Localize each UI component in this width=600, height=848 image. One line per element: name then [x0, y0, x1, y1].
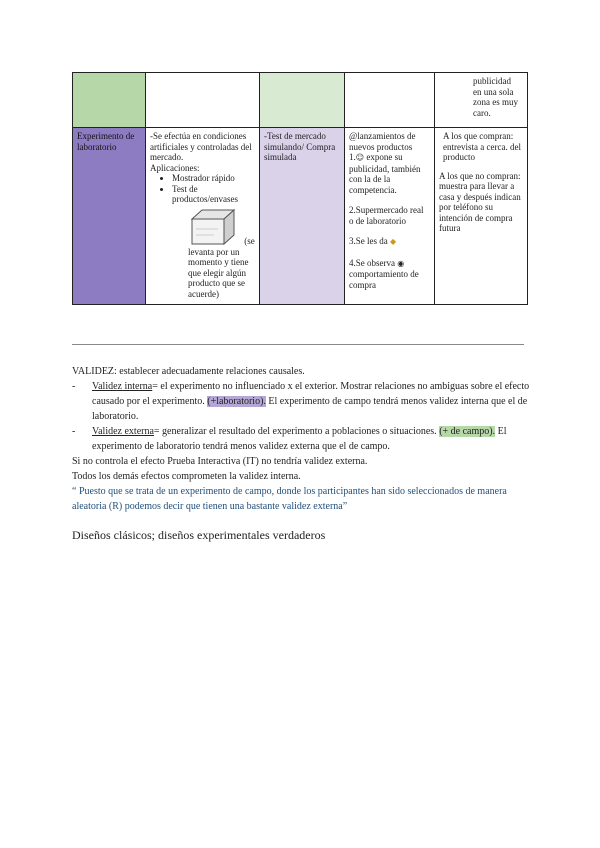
cell-test-mercado-simulado: [260, 128, 345, 305]
step-2: 2.Supermercado real o de laboratorio: [349, 205, 424, 226]
step-4: 4.Se observa ◉ comportamiento de compra: [349, 257, 419, 290]
quote: “ Puesto que se trata de un experimento de campo, donde los participantes han sido seleccionados de manera aleatoria (R) podemos decir que tienen una bastante validez externa”: [72, 486, 507, 512]
eye-icon: ◉: [397, 258, 405, 268]
comparison-table: [72, 72, 528, 305]
cell-laboratorio-description: [146, 128, 260, 305]
table-row: [73, 128, 528, 305]
image-caption-start: (se: [244, 236, 255, 246]
todos-line: Todos los demás efectos comprometen la validez interna.: [72, 471, 301, 482]
row-label: Experimento de laboratorio: [77, 131, 135, 152]
table-row: [73, 73, 528, 128]
validez-intro: VALIDEZ: establecer adecuadamente relaciones causales.: [72, 366, 305, 377]
step-3: 3.Se les da ◆: [349, 236, 397, 246]
section-heading: Diseños clásicos; diseños experimentales verdaderos: [72, 528, 326, 542]
cell-row1-col1: [73, 73, 146, 128]
no-compran-text: A los que no compran: muestra para llevar a casa y después indican por teléfono su intención de compra futura: [439, 170, 521, 233]
highlight-laboratorio: (+laboratorio).: [207, 396, 266, 407]
list-item: - Validez interna= el experimento no influenciado x el exterior. Mostrar relaciones no ambiguas sobre el efecto causado por el experimento. (+laboratorio). El experimento de campo tendrá menos validez interna que el de laboratorio.: [72, 381, 530, 422]
product-box-image: [188, 207, 238, 247]
cell-procedimiento: [345, 128, 435, 305]
cell-text: publicidad en una sola zona es muy caro.: [473, 76, 518, 118]
cell-row1-col4: [345, 73, 435, 128]
list-item: - Validez externa= generalizar el resultado del experimento a poblaciones o situaciones. (+ de campo). El experimento de laboratorio tendrá menos validez externa que el de campo.: [72, 426, 507, 452]
divider: [72, 344, 524, 345]
person-icon: ☺: [355, 153, 365, 162]
money-bag-icon: ◆: [390, 237, 397, 246]
step-1: 1.☺ expone su publicidad, también con la de la competencia.: [349, 152, 421, 195]
cell-row1-col5: [435, 73, 528, 128]
validez-externa-term: Validez externa: [92, 426, 154, 437]
apps-list: [150, 173, 255, 205]
validez-section: [72, 364, 532, 514]
list-item: • Mostrador rápido: [172, 173, 255, 184]
description-intro: -Se efectúa en condiciones artificiales y controladas del mercado.: [150, 131, 252, 162]
apps-label: Aplicaciones:: [150, 162, 200, 173]
cell-entrevista: [435, 128, 528, 305]
compran-text: A los que compran: entrevista a cerca. del producto: [443, 131, 521, 162]
cell-row1-col3: [260, 73, 345, 128]
cell-text: -Test de mercado simulando/ Compra simulada: [264, 131, 336, 162]
cell-experimento-laboratorio: [73, 128, 146, 305]
validez-list: [72, 379, 532, 454]
list-item: • Test de productos/envases: [172, 184, 255, 205]
step-intro: @lanzamientos de nuevos productos: [349, 131, 416, 152]
validez-interna-term: Validez interna: [92, 381, 153, 392]
it-line: Si no controla el efecto Prueba Interactiva (IT) no tendría validez externa.: [72, 456, 368, 467]
highlight-campo: (+ de campo).: [439, 426, 496, 437]
cell-row1-col2: [146, 73, 260, 128]
image-line: [150, 207, 255, 247]
image-caption-rest: levanta por un momento y tiene que elegir algún producto que se acuerde): [188, 246, 249, 299]
